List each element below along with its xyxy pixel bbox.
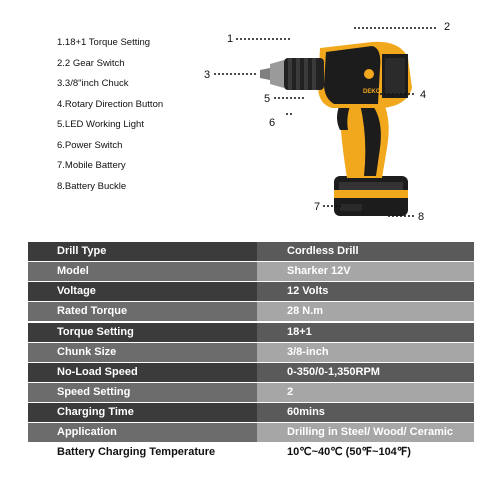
- callout-2: [354, 21, 450, 33]
- spec-label: No-Load Speed: [28, 363, 257, 382]
- spec-row-no-load-speed: [28, 363, 474, 382]
- spec-label: Application: [28, 423, 257, 442]
- spec-label: Chunk Size: [28, 343, 257, 362]
- spec-value: 12 Volts: [257, 282, 474, 301]
- spec-label: Charging Time: [28, 403, 257, 422]
- spec-row-rated-torque: [28, 302, 474, 321]
- callout-label: 8: [418, 211, 425, 223]
- spec-value: 28 N.m: [257, 302, 474, 321]
- spec-value: 3/8-inch: [257, 343, 474, 362]
- callout-label: 4: [420, 89, 427, 101]
- callout-label: 2: [444, 21, 451, 33]
- spec-value: 2: [257, 383, 474, 402]
- callout-1: [227, 33, 290, 45]
- callout-label: 6: [269, 117, 276, 129]
- spec-row-torque-setting: [28, 323, 474, 342]
- drill-chuck: [260, 58, 324, 90]
- callout-label: 1: [227, 33, 234, 45]
- spec-value: Sharker 12V: [257, 262, 474, 281]
- spec-label: Voltage: [28, 282, 257, 301]
- drill-illustration: [204, 18, 462, 228]
- spec-row-battery-charging-temperature: [28, 443, 474, 462]
- spec-label: Battery Charging Temperature: [28, 443, 257, 462]
- feature-item: 6.Power Switch: [57, 139, 123, 151]
- feature-list: [57, 33, 227, 197]
- callout-label: 5: [264, 93, 271, 105]
- spec-row-application: [28, 423, 474, 442]
- feature-item: 4.Rotary Direction Button: [57, 98, 164, 110]
- spec-value: Drilling in Steel/ Wood/ Ceramic: [257, 423, 474, 442]
- feature-item: 3.3/8"inch Chuck: [57, 78, 129, 89]
- spec-value: 0-350/0-1,350RPM: [257, 363, 474, 382]
- spec-label: Model: [28, 262, 257, 281]
- spec-label: Torque Setting: [28, 323, 257, 342]
- spec-label: Rated Torque: [28, 302, 257, 321]
- callout-6: [269, 114, 294, 129]
- spec-value: 10℃~40℃ (50℉~104℉): [257, 443, 474, 462]
- drill-handle: [337, 100, 389, 178]
- spec-value: 60mins: [257, 403, 474, 422]
- callout-5: [264, 93, 304, 105]
- spec-label: Speed Setting: [28, 383, 257, 402]
- feature-item: 2.2 Gear Switch: [57, 57, 125, 69]
- spec-row-charging-time: [28, 403, 474, 422]
- spec-value: Cordless Drill: [257, 242, 474, 261]
- spec-row-chunk-size: [28, 343, 474, 362]
- spec-row-model: [28, 262, 474, 281]
- spec-row-speed-setting: [28, 383, 474, 402]
- spec-row-drill-type: [28, 242, 474, 261]
- drill-body: [318, 42, 412, 108]
- feature-item: 7.Mobile Battery: [57, 160, 126, 171]
- spec-table: [28, 242, 474, 464]
- brand-label: DEKO: [363, 89, 381, 95]
- battery-pack: [334, 176, 408, 216]
- feature-item: 5.LED Working Light: [57, 119, 144, 130]
- spec-label: Drill Type: [28, 242, 257, 261]
- spec-row-voltage: [28, 282, 474, 301]
- callout-label: 3: [204, 69, 211, 81]
- feature-item: 1.18+1 Torque Setting: [57, 37, 151, 48]
- feature-item: 8.Battery Buckle: [57, 180, 127, 192]
- spec-value: 18+1: [257, 323, 474, 342]
- callout-label: 7: [314, 201, 321, 213]
